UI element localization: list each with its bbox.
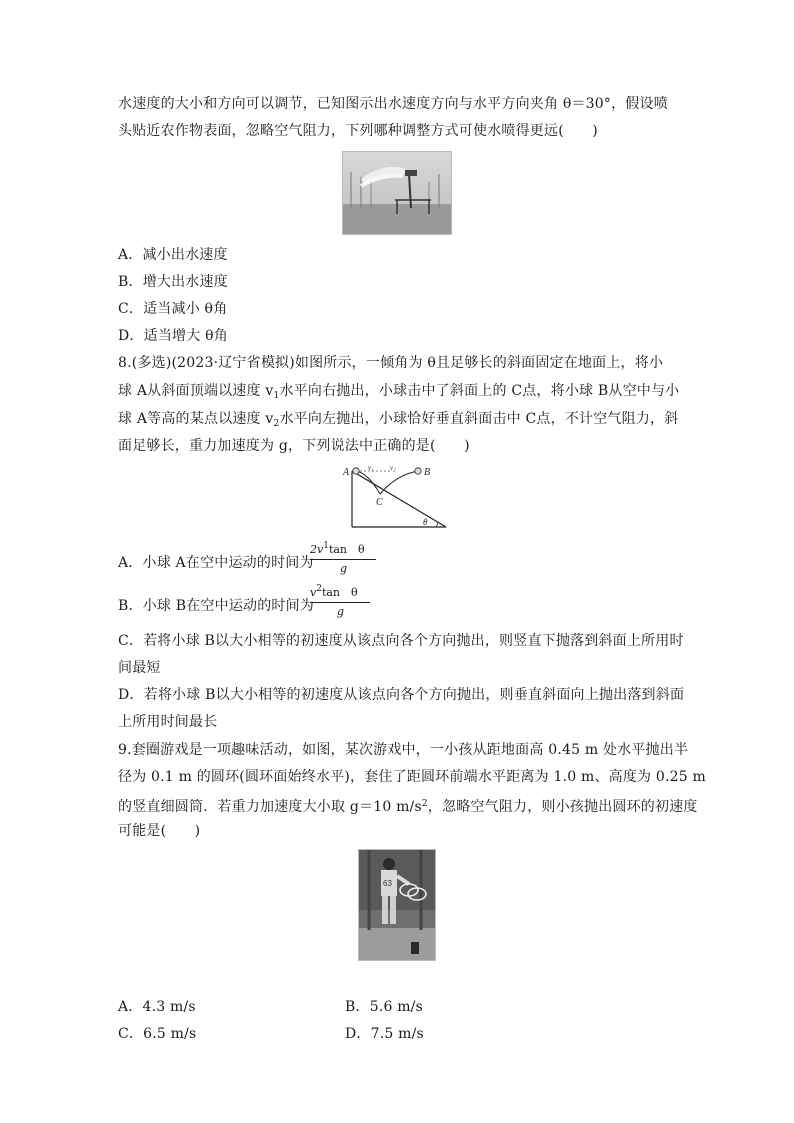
q9-option-d: D．7.5 m/s [345,1026,424,1042]
label-a: A [343,467,350,478]
q8-line3-sub: 2 [273,419,280,429]
sprinkler-image [343,152,451,234]
q8-line3-part-b: 水平向左抛出，小球恰好垂直斜面击中 C点，不计空气阻力，斜 [279,411,679,427]
q7-option-b: B．增大出水速度 [118,274,228,290]
q8-option-b-numerator [310,584,358,600]
q7-text-line-1: 水速度的大小和方向可以调节，已知图示出水速度方向与水平方向夹角 θ＝30°，假设喷 [118,96,668,112]
q8-option-b: B．小球 B在空中运动的时间为 [118,598,315,614]
q8-option-a-numerator [310,541,365,557]
q8-option-b-num-coef: v [310,586,317,599]
q8-text-line-2 [118,381,679,406]
label-v2: v₂ [390,464,396,472]
q8-text-line-3 [118,409,678,434]
q8-option-b-denominator: g [337,605,345,618]
q8-option-b-num-sup: 2 [316,584,322,594]
q8-option-a-num-coef: 2v [310,543,324,556]
q9-text-line-1: 9.套圈游戏是一项趣味活动，如图，某次游戏中，一小孩从距地面高 0.45 m 处水平抛出半 [118,742,689,758]
label-c: C [376,497,383,508]
q9-option-a: A．4.3 m/s [118,999,196,1015]
q8-option-a-fraction-bar [310,559,376,560]
q8-option-d-line-2: 上所用时间最长 [118,714,218,730]
q9-option-b: B．5.6 m/s [345,999,423,1015]
q7-text-line-2: 头贴近农作物表面，忽略空气阻力，下列哪种调整方式可使水喷得更远( ) [118,123,598,139]
trajectory-a [356,471,380,494]
sprinkler-photo [342,151,452,235]
q9-option-c: C．6.5 m/s [118,1026,197,1042]
q8-option-b-fraction [310,584,374,620]
q7-option-c: C．适当减小 θ角 [118,301,228,317]
theta-arc [436,522,438,527]
q7-option-d: D．适当增大 θ角 [118,328,228,344]
q8-option-c-line-2: 间最短 [118,660,161,676]
q7-option-a: A．减小出水速度 [118,247,228,263]
q9-text-line-3 [118,794,698,817]
q8-text-line-1: 8.(多选)(2023·辽宁省模拟)如图所示，一倾角为 θ且足够长的斜面固定在地面上，将小 [118,355,664,371]
svg-text:63: 63 [383,879,392,888]
incline-diagram [340,463,452,531]
q8-option-a-num-tail: tan θ [328,543,365,556]
q8-option-b-fraction-bar [310,602,370,603]
q8-option-a: A．小球 A在空中运动的时间为 [118,555,314,571]
ring-toss-image [359,850,435,960]
q9-text-line-4: 可能是( ) [118,823,201,839]
ball-b [415,468,421,474]
q9-line3-part-a: 的竖直细圆筒．若重力加速度大小取 g＝10 m/s [118,799,422,815]
q8-line2-part-b: 水平向右抛出，小球击中了斜面上的 C点，将小球 B从空中与小 [279,383,680,399]
ball-a [353,468,359,474]
q8-option-a-num-sup: 1 [323,541,329,551]
q8-option-c-line-1: C．若将小球 B以大小相等的初速度从该点向各个方向抛出，则竖直下抛落到斜面上所用时 [118,633,684,649]
ring-toss-photo [358,849,436,961]
q9-text-line-2: 径为 0.1 m 的圆环(圆环面始终水平)，套住了距圆环前端水平距离为 1.0 m、高度为 0.25 m [118,769,707,785]
label-v1: v₁ [368,464,374,472]
q9-line3-part-b: ，忽略空气阻力，则小孩抛出圆环的初速度 [427,799,698,815]
label-theta: θ [423,517,428,527]
q8-option-b-num-tail: tan θ [321,586,358,599]
q8-option-a-fraction [310,541,380,577]
incline-slope [352,471,446,527]
q8-line3-part-a: 球 A等高的某点以速度 v [118,411,274,427]
q8-option-a-denominator: g [340,562,348,575]
q8-line2-sub: 1 [273,391,280,401]
q8-text-line-4: 面足够长，重力加速度为 g，下列说法中正确的是( ) [118,438,470,454]
label-b: B [424,467,431,478]
q8-option-d-line-1: D．若将小球 B以大小相等的初速度从该点向各个方向抛出，则垂直斜面向上抛出落到斜面 [118,687,685,703]
q9-line3-sup: 2 [421,799,428,809]
q8-line2-part-a: 球 A从斜面顶端以速度 v [118,383,274,399]
